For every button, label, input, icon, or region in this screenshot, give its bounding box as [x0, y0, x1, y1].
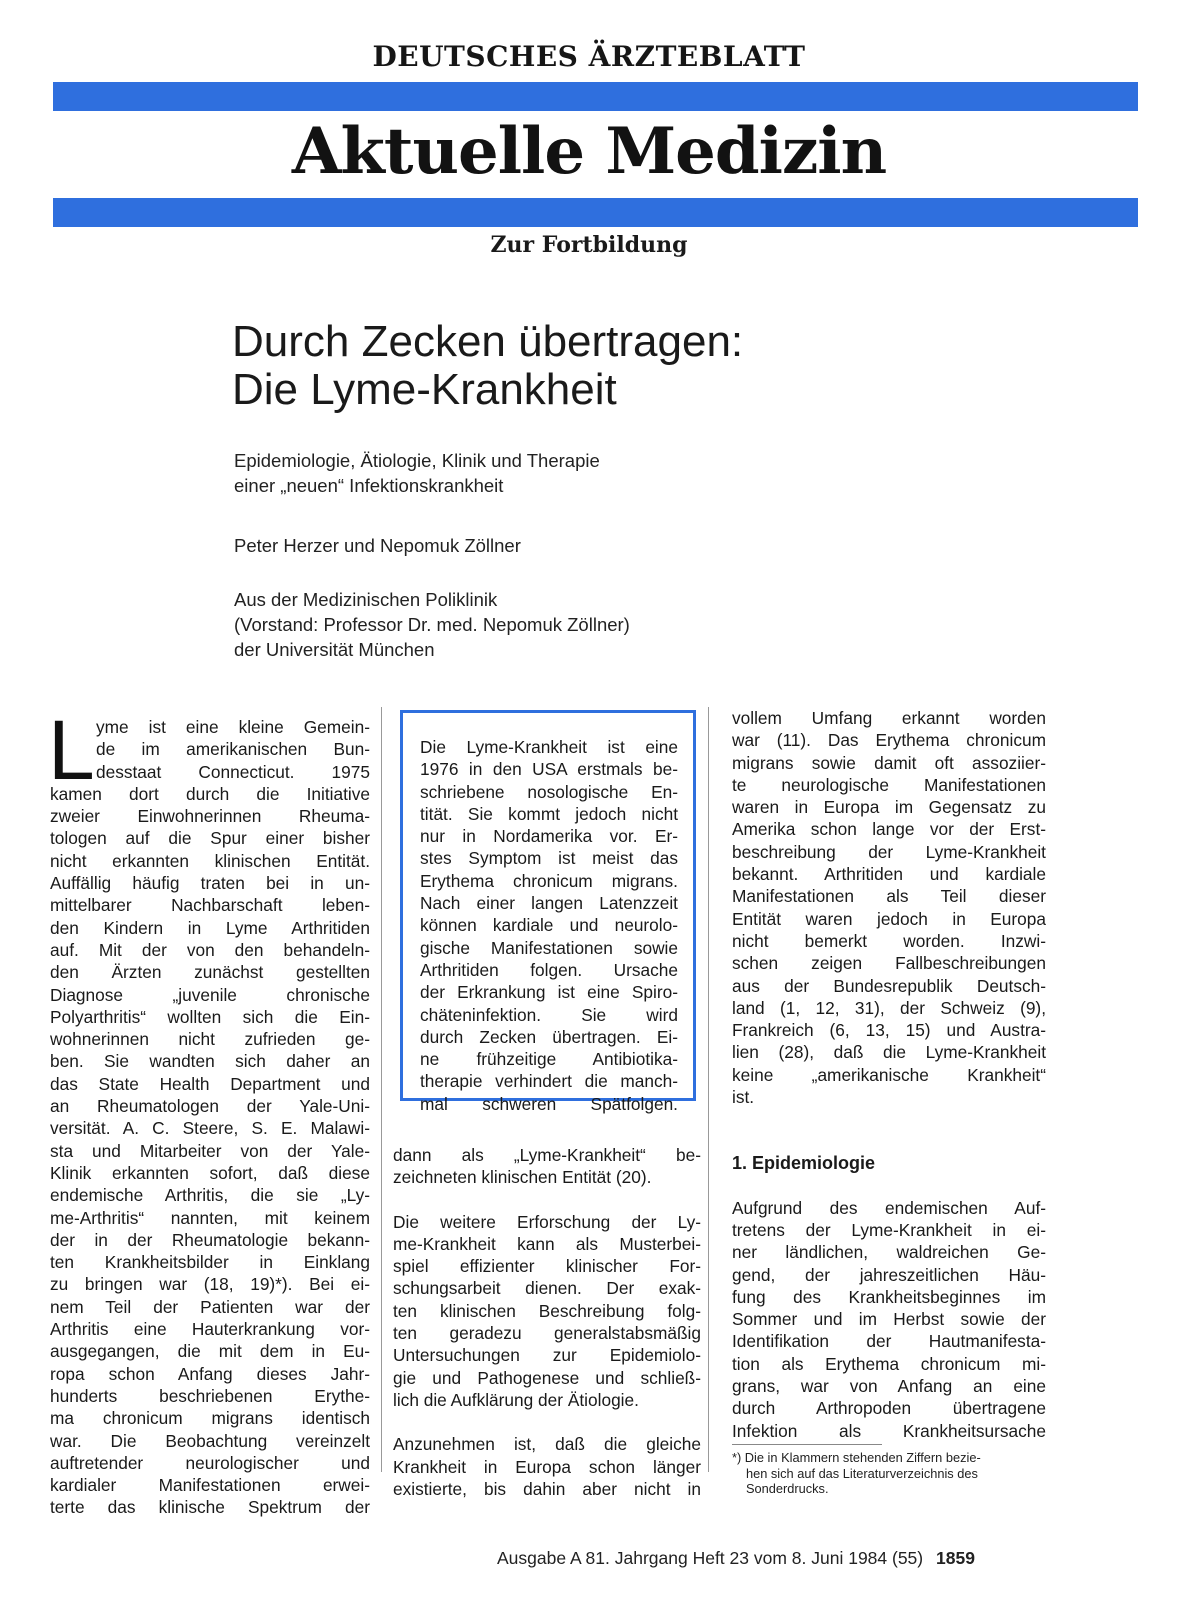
body-line: existierte, bis dahin aber nicht in — [393, 1478, 701, 1499]
body-line: versität. A. C. Steere, S. E. Malawi- — [50, 1118, 370, 1139]
summary-line: durch Zecken übertragen. Ei- — [420, 1026, 678, 1047]
body-line: das State Health Department und — [50, 1073, 370, 1094]
summary-line: Die Lyme-Krankheit ist eine — [420, 737, 678, 757]
body-line: me-Arthritis“ nannten, mit keinem — [50, 1207, 370, 1228]
section-title: Aktuelle Medizin — [291, 114, 887, 189]
body-line: der in der Rheumatologie bekann- — [50, 1229, 370, 1250]
summary-line: schriebene nosologische En- — [420, 781, 678, 802]
edition-info: Ausgabe A 81. Jahrgang Heft 23 vom 8. Juni 1984 (55) — [497, 1548, 924, 1568]
body-line: tologen auf die Spur einer bisher — [50, 828, 370, 849]
body-line: war (11). Das Erythema chronicum — [732, 730, 1046, 751]
footnote-rule — [732, 1444, 882, 1445]
article-authors: Peter Herzer und Nepomuk Zöllner — [234, 535, 521, 556]
body-line: Amerika schon lange vor der Erst- — [732, 819, 1046, 840]
body-column-1 — [48, 703, 370, 1519]
body-line: Diagnose „juvenile chronische — [50, 984, 370, 1005]
body-line: Polyarthritis“ wollten sich die Ein- — [50, 1006, 370, 1027]
body-line: ist. — [732, 1087, 755, 1108]
body-line: lich die Aufklärung der Ätiologie. — [393, 1389, 639, 1410]
article-subtitle — [234, 448, 934, 498]
body-line: zu bringen war (18, 19)*). Bei ei- — [50, 1274, 370, 1295]
body-line: aus der Bundesrepublik Deutsch- — [732, 975, 1046, 996]
body-line: Sommer und im Herbst sowie der — [732, 1309, 1046, 1330]
body-line: Frankreich (6, 13, 15) und Austra- — [732, 1020, 1046, 1041]
body-line: tion als Erythema chronicum mi- — [732, 1353, 1046, 1374]
body-line: gie und Pathogenese und schließ- — [393, 1367, 701, 1388]
summary-line: mal schweren Spätfolgen. — [420, 1093, 678, 1114]
article-title-line: Die Lyme-Krankheit — [232, 365, 617, 414]
body-line: sta und Mitarbeiter von der Yale- — [50, 1140, 370, 1161]
body-line: ten Krankheitsbilder in Einklang — [50, 1252, 370, 1273]
body-line: war. Die Beobachtung vereinzelt — [50, 1430, 370, 1451]
body-line: schen zeigen Fallbeschreibungen — [732, 953, 1046, 974]
body-line: vollem Umfang erkannt worden — [732, 708, 1046, 728]
body-line: den Ärzten zunächst gestellten — [50, 962, 370, 983]
body-line: fung des Krankheitsbeginnes im — [732, 1286, 1046, 1307]
body-line: te neurologische Manifestationen — [732, 774, 1046, 795]
body-line: mittelbarer Nachbarschaft leben- — [50, 895, 370, 916]
body-line: hunderts beschriebenen Erythe- — [50, 1385, 370, 1406]
body-line: wohnerinnen nicht zufrieden ge- — [50, 1029, 370, 1050]
body-line: zeichneten klinischen Entität (20). — [393, 1167, 652, 1188]
summary-line: Erythema chronicum migrans. — [420, 870, 678, 891]
body-line: terte das klinische Spektrum der — [50, 1497, 370, 1518]
affiliation-line: Aus der Medizinischen Poliklinik — [234, 589, 498, 610]
journal-name: DEUTSCHES ÄRZTEBLATT — [372, 40, 806, 73]
body-line: desstaat Connecticut. 1975 — [96, 761, 370, 782]
summary-line: der Erkrankung ist eine Spiro- — [420, 982, 678, 1003]
body-line: dann als „Lyme-Krankheit“ be- — [393, 1145, 701, 1165]
body-line: an Rheumatologen der Yale-Uni- — [50, 1096, 370, 1117]
body-line: Die weitere Erforschung der Ly- — [393, 1211, 701, 1232]
body-line: keine „amerikanische Krankheit“ — [732, 1064, 1046, 1085]
footnote-line: *) Die in Klammern stehenden Ziffern bezie- — [732, 1450, 981, 1465]
page-footer — [497, 1548, 975, 1569]
subtitle-line: einer „neuen“ Infektionskrankheit — [234, 475, 504, 496]
body-line: den Kindern in Lyme Arthritiden — [50, 917, 370, 938]
body-line: Aufgrund des endemischen Auf- — [732, 1197, 1046, 1218]
summary-line: chäteninfektion. Sie wird — [420, 1004, 678, 1025]
body-line: Anzunehmen ist, daß die gleiche — [393, 1434, 701, 1455]
body-column-3 — [732, 707, 1046, 1442]
body-line: auftretender neurologischer und — [50, 1452, 370, 1473]
body-line: Identifikation der Hautmanifesta- — [732, 1331, 1046, 1352]
body-line: yme ist eine kleine Gemein- — [96, 717, 370, 737]
footnote-line: Sonderdrucks. — [746, 1481, 829, 1496]
paragraph-gap — [393, 1189, 701, 1211]
summary-line: therapie verhindert die manch- — [420, 1071, 678, 1092]
body-line: ma chronicum migrans identisch — [50, 1408, 370, 1429]
article-title — [232, 318, 1132, 414]
summary-box-text — [420, 736, 678, 1115]
summary-line: nur in Nordamerika vor. Er- — [420, 826, 678, 847]
section-heading: 1. Epidemiologie — [732, 1153, 876, 1174]
body-line: schungsarbeit dienen. Der exak- — [393, 1278, 701, 1299]
blue-band-top — [53, 82, 1138, 111]
summary-line: gische Manifestationen sowie — [420, 937, 678, 958]
article-title-line: Durch Zecken übertragen: — [232, 317, 744, 366]
body-line: beschreibung der Lyme-Krankheit — [732, 841, 1046, 862]
paragraph-gap — [732, 1108, 1046, 1130]
summary-line: stes Symptom ist meist das — [420, 848, 678, 869]
body-line: nicht erkannten klinischen Entität. — [50, 850, 370, 871]
body-line: me-Krankheit kann als Musterbei- — [393, 1233, 701, 1254]
body-line: Krankheit in Europa schon länger — [393, 1456, 701, 1477]
body-line: Auffällig häufig traten bei in un- — [50, 873, 370, 894]
affiliation-line: (Vorstand: Professor Dr. med. Nepomuk Zöllner) — [234, 614, 630, 635]
paragraph-gap — [393, 1411, 701, 1433]
body-line: kamen dort durch die Initiative — [50, 783, 370, 804]
article-affiliation — [234, 587, 934, 662]
body-line: grans, war von Anfang an eine — [732, 1376, 1046, 1397]
body-line: ten klinischen Beschreibung folg- — [393, 1300, 701, 1321]
page-number: 1859 — [936, 1548, 975, 1568]
body-line: ausgegangen, die mit dem in Eu- — [50, 1341, 370, 1362]
summary-line: 1976 in den USA erstmals be- — [420, 759, 678, 780]
body-line: waren in Europa im Gegensatz zu — [732, 797, 1046, 818]
footnote — [732, 1450, 1048, 1497]
column-rule — [381, 707, 382, 1472]
body-line: nicht bemerkt worden. Inzwi- — [732, 930, 1046, 951]
body-line: tretens der Lyme-Krankheit in ei- — [732, 1219, 1046, 1240]
body-line: auf. Mit der von den behandeln- — [50, 939, 370, 960]
body-line: Entität waren jedoch in Europa — [732, 908, 1046, 929]
body-line: land (1, 12, 31), der Schweiz (9), — [732, 997, 1046, 1018]
affiliation-line: der Universität München — [234, 639, 435, 660]
body-line: kardialer Manifestationen erwei- — [50, 1475, 370, 1496]
summary-line: ne frühzeitige Antibiotika- — [420, 1049, 678, 1070]
body-line: zweier Einwohnerinnen Rheuma- — [50, 806, 370, 827]
body-line: ben. Sie wandten sich daher an — [50, 1051, 370, 1072]
body-line: gend, der jahreszeitlichen Häu- — [732, 1264, 1046, 1285]
body-line: Infektion als Krankheitsursache — [732, 1420, 1046, 1441]
body-line: Arthritis eine Hauterkrankung vor- — [50, 1319, 370, 1340]
summary-line: Nach einer langen Latenzzeit — [420, 893, 678, 914]
body-line: Klinik erkannten sofort, daß diese — [50, 1162, 370, 1183]
summary-line: tität. Sie kommt jedoch nicht — [420, 803, 678, 824]
paragraph-gap — [732, 1130, 1046, 1152]
summary-line: Arthritiden folgen. Ursache — [420, 959, 678, 980]
drop-cap: L — [48, 703, 95, 797]
blue-band-bottom — [53, 198, 1138, 227]
body-line: endemische Arthritis, die sie „Ly- — [50, 1185, 370, 1206]
column-rule — [708, 707, 709, 1472]
summary-line: können kardiale und neurolo- — [420, 915, 678, 936]
body-line: de im amerikanischen Bun- — [96, 739, 370, 760]
body-line: durch Arthropoden übertragene — [732, 1398, 1046, 1419]
body-line: ner ländlichen, waldreichen Ge- — [732, 1242, 1046, 1263]
body-line: ropa schon Anfang dieses Jahr- — [50, 1363, 370, 1384]
body-line: Manifestationen als Teil dieser — [732, 886, 1046, 907]
body-line: migrans sowie damit oft assoziier- — [732, 752, 1046, 773]
body-column-2 — [393, 1144, 701, 1500]
section-kicker: Zur Fortbildung — [490, 232, 688, 258]
body-line: nem Teil der Patienten war der — [50, 1296, 370, 1317]
body-line: spiel effizienter klinischer For- — [393, 1256, 701, 1277]
body-line: bekannt. Arthritiden und kardiale — [732, 864, 1046, 885]
footnote-line: hen sich auf das Literaturverzeichnis des — [746, 1465, 978, 1481]
paragraph-gap — [732, 1175, 1046, 1197]
body-line: ten geradezu generalstabsmäßig — [393, 1323, 701, 1344]
subtitle-line: Epidemiologie, Ätiologie, Klinik und Therapie — [234, 450, 600, 471]
body-line: Untersuchungen zur Epidemiolo- — [393, 1345, 701, 1366]
body-line: lien (28), daß die Lyme-Krankheit — [732, 1042, 1046, 1063]
